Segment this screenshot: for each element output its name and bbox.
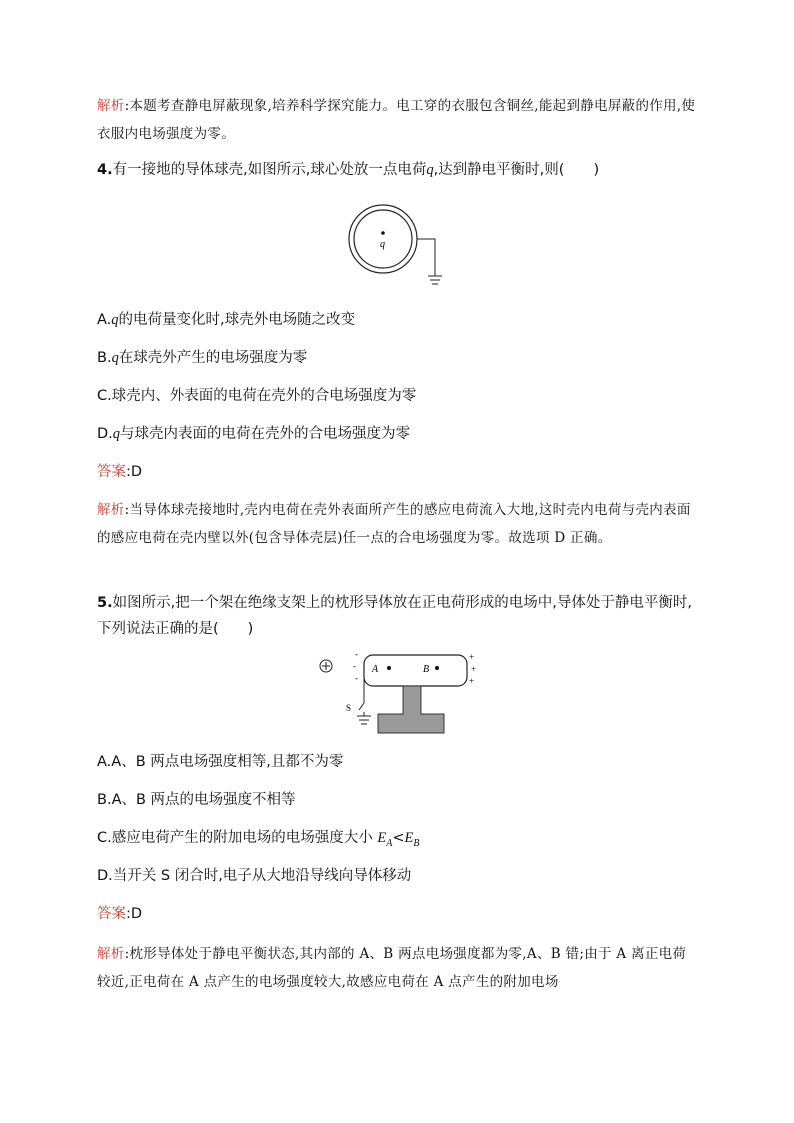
answer-value: :D [126, 906, 143, 922]
insulating-stand [378, 686, 444, 733]
option-5b: B.A、B 两点的电场强度不相等 [97, 792, 296, 808]
explanation-q5 [97, 940, 697, 996]
svg-text:-: - [355, 673, 358, 683]
switch-icon [359, 703, 364, 710]
charge-variable: q [426, 162, 434, 178]
answer-label: 答案 [97, 464, 126, 480]
option-5a: A.A、B 两点电场强度相等,且都不为零 [97, 754, 344, 770]
option-4c: C.球壳内、外表面的电荷在壳外的合电场强度为零 [97, 388, 417, 404]
point-b-dot [435, 666, 439, 670]
question-text-tail: ,达到静电平衡时,则( ) [433, 162, 600, 178]
explanation-label: 解析 [97, 502, 125, 518]
pillow-conductor-figure [312, 648, 482, 738]
point-charge-dot [381, 231, 385, 235]
option-5c: C.感应电荷产生的附加电场的电场强度大小 $E_A<E_B$ [97, 830, 420, 849]
option-4a: A.q的电荷量变化时,球壳外电场随之改变 [97, 312, 356, 328]
answer-q4 [97, 462, 142, 482]
answer-label: 答案 [97, 906, 126, 922]
question-number: 4. [97, 162, 113, 178]
explanation-text: :本题考查静电屏蔽现象,培养科学探究能力。电工穿的衣服包含铜丝,能起到静电屏蔽的作用,使衣服内电场强度为零。 [97, 98, 696, 142]
svg-text:+: + [469, 676, 475, 686]
question-5-stem [97, 590, 697, 642]
switch-label: S [346, 703, 352, 713]
point-a-label: A [372, 664, 379, 675]
svg-text:-: - [355, 649, 358, 659]
explanation-text: :当导体球壳接地时,壳内电荷在壳外表面所产生的感应电荷流入大地,这时壳内电荷与壳内表面的感应电荷在壳内壁以外(包含导体壳层)任一点的合电场强度为零。故选项 D 正确。 [97, 502, 691, 546]
conductor-shell-figure [340, 192, 450, 292]
explanation-label: 解析 [97, 98, 125, 114]
explanation-label: 解析 [97, 946, 125, 962]
explanation-q4 [97, 496, 697, 552]
svg-text:-: - [353, 661, 356, 671]
question-text: 如图所示,把一个架在绝缘支架上的枕形导体放在正电荷形成的电场中,导体处于静电平衡时,下列说法正确的是( ) [97, 595, 692, 637]
option-4b: B.q在球壳外产生的电场强度为零 [97, 350, 308, 366]
explanation-q3 [97, 92, 697, 148]
question-4-stem [97, 160, 599, 180]
answer-q5 [97, 904, 142, 924]
option-5d: D.当开关 S 闭合时,电子从大地沿导线向导体移动 [97, 868, 412, 884]
ground-wire [417, 239, 435, 276]
charge-label: q [380, 239, 385, 250]
answer-value: :D [126, 464, 143, 480]
pillow-conductor [364, 655, 467, 686]
point-a-dot [387, 666, 391, 670]
svg-text:+: + [471, 664, 477, 674]
explanation-text: :枕形导体处于静电平衡状态,其内部的 A、B 两点电场强度都为零,A、B 错;由于 A 离正电荷较近,正电荷在 A 点产生的电场强度较大,故感应电荷在 A 点产生的附加电场 [97, 946, 687, 990]
question-text: 有一接地的导体球壳,如图所示,球心处放一点电荷 [112, 162, 427, 178]
svg-text:+: + [469, 652, 475, 662]
option-4d: D.q与球壳内表面的电荷在壳外的合电场强度为零 [97, 426, 411, 442]
question-number: 5. [97, 595, 113, 611]
point-b-label: B [423, 664, 430, 675]
